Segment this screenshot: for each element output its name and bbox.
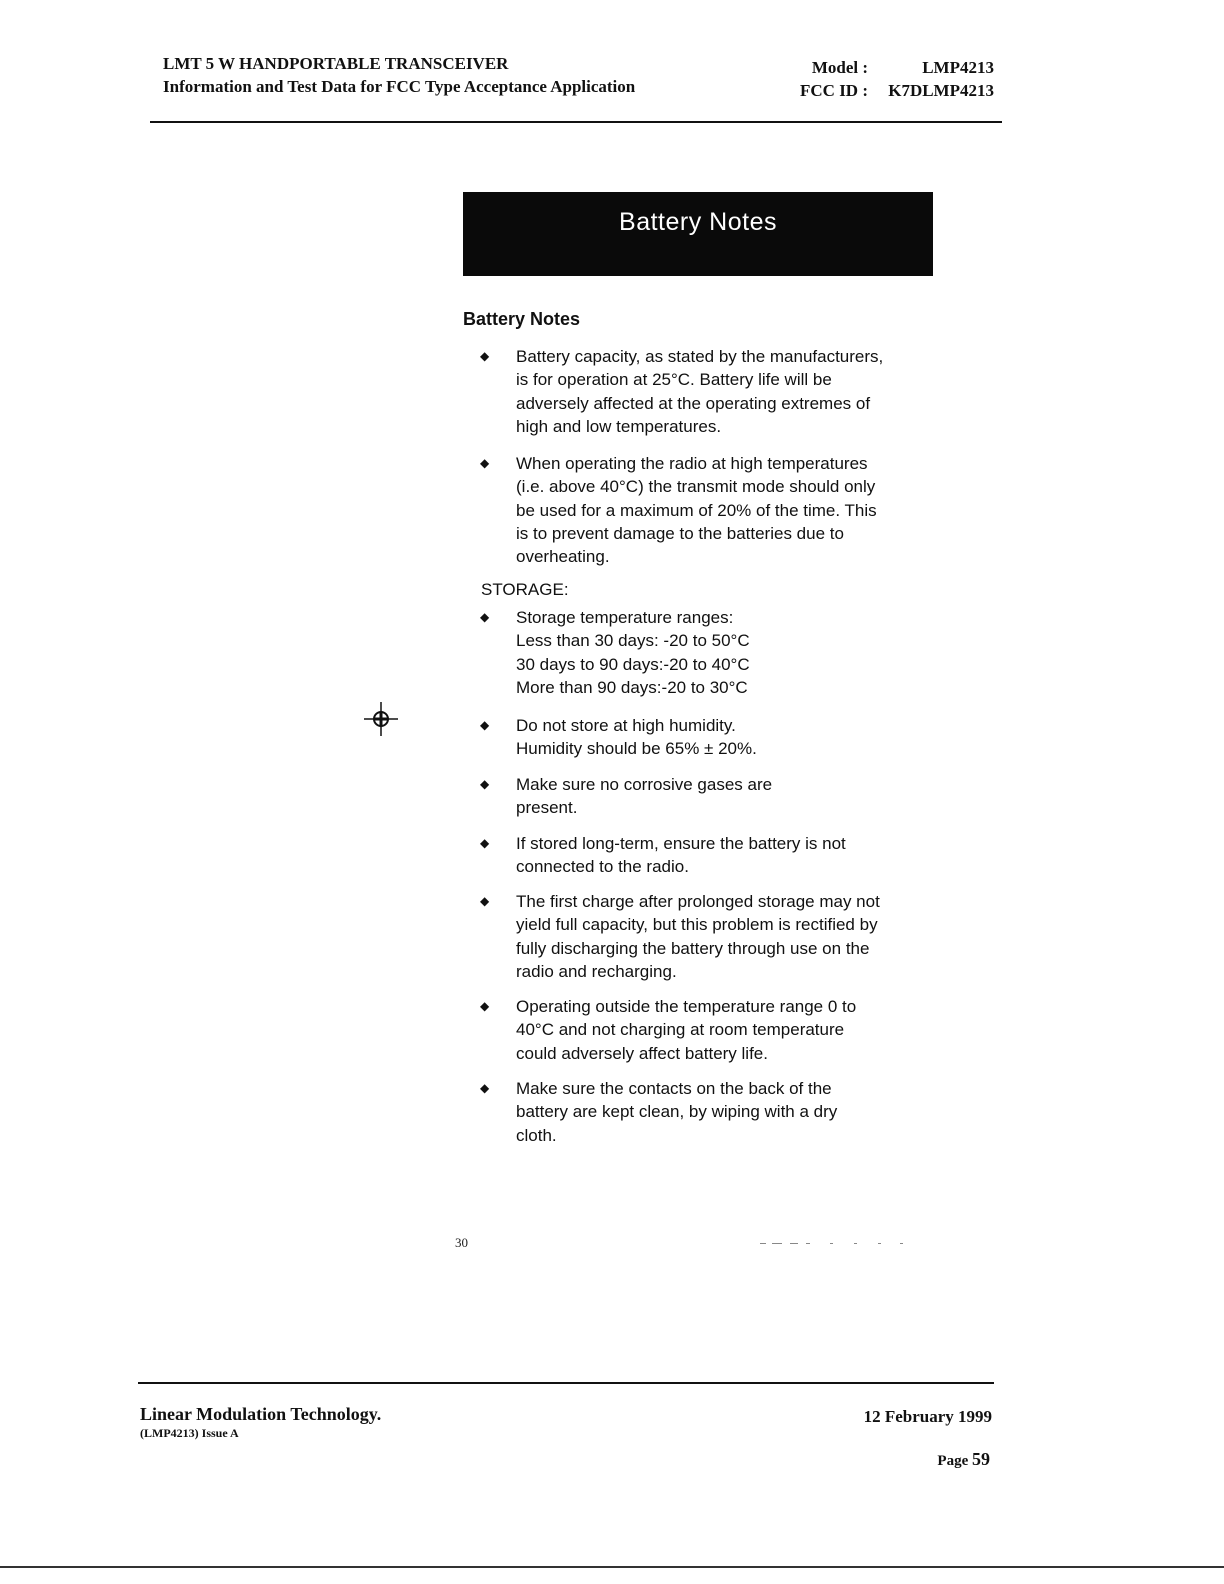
bullet-line: Battery capacity, as stated by the manufacturers, xyxy=(516,347,884,366)
bullet-line: Do not store at high humidity. xyxy=(516,716,736,735)
model-value: LMP4213 xyxy=(922,58,994,77)
bullet-line: Make sure no corrosive gases are xyxy=(516,775,773,794)
diamond-bullet-icon: ◆ xyxy=(480,777,490,791)
bullet-text xyxy=(516,1077,936,1147)
bullet-line: could adversely affect battery life. xyxy=(516,1043,768,1063)
diamond-bullet-icon: ◆ xyxy=(480,610,490,624)
model-row xyxy=(776,56,994,79)
bullet-line: high and low temperatures. xyxy=(516,416,722,436)
diamond-bullet-icon: ◆ xyxy=(480,1081,490,1095)
bullet-line: overheating. xyxy=(516,547,610,567)
bullet-line: present. xyxy=(516,798,578,818)
bullet-line: yield full capacity, but this problem is rectified by xyxy=(516,915,878,935)
document-header-right xyxy=(776,56,994,102)
scan-artifact-marks xyxy=(760,1240,920,1246)
diamond-bullet-icon: ◆ xyxy=(480,999,490,1013)
bullet-line: When operating the radio at high temperatures xyxy=(516,454,868,473)
bullet-line: fully discharging the battery through use on the xyxy=(516,938,870,958)
bullet-line: is to prevent damage to the batteries due to xyxy=(516,523,844,543)
bullet-line: battery are kept clean, by wiping with a dry xyxy=(516,1102,838,1122)
bullet-text xyxy=(516,995,936,1065)
diamond-bullet-icon: ◆ xyxy=(480,836,490,850)
diamond-bullet-icon: ◆ xyxy=(480,894,490,908)
fcc-id-value: K7DLMP4213 xyxy=(888,81,994,100)
diamond-bullet-icon: ◆ xyxy=(480,349,490,363)
fcc-id-row xyxy=(776,79,994,102)
bullet-line: Make sure the contacts on the back of the xyxy=(516,1079,832,1098)
bullet-line: 30 days to 90 days:-20 to 40°C xyxy=(516,654,750,674)
bullet-text xyxy=(516,452,936,568)
diamond-bullet-icon: ◆ xyxy=(480,456,490,470)
bullet-line: adversely affected at the operating extremes of xyxy=(516,393,871,413)
document-header-left xyxy=(163,52,635,98)
bullet-line: cloth. xyxy=(516,1125,557,1145)
bullet-text xyxy=(516,606,936,699)
footer-divider xyxy=(138,1382,994,1384)
bullet-line: If stored long-term, ensure the battery is not xyxy=(516,834,846,853)
bullet-line: Less than 30 days: -20 to 50°C xyxy=(516,631,750,651)
section-heading: Battery Notes xyxy=(463,309,581,329)
bullet-line: Humidity should be 65% ± 20%. xyxy=(516,739,757,759)
bullet-line: radio and recharging. xyxy=(516,961,677,981)
crosshair-registration-icon xyxy=(364,702,398,736)
issue-label: (LMP4213) Issue A xyxy=(140,1426,239,1440)
bullet-line: Storage temperature ranges: xyxy=(516,608,734,627)
bullet-text xyxy=(516,832,936,879)
bullet-line: Operating outside the temperature range 0 to xyxy=(516,997,857,1016)
bullet-line: More than 90 days:-20 to 30°C xyxy=(516,677,748,697)
bullet-text xyxy=(516,773,936,820)
bullet-line: (i.e. above 40°C) the transmit mode should only xyxy=(516,477,876,497)
document-date: 12 February 1999 xyxy=(863,1407,992,1426)
diamond-bullet-icon: ◆ xyxy=(480,718,490,732)
section-banner: Battery Notes xyxy=(463,192,933,276)
scan-edge-line xyxy=(0,1566,1224,1568)
bullet-text xyxy=(516,345,936,438)
model-label: Model : xyxy=(811,58,868,77)
bullet-line: The first charge after prolonged storage may not xyxy=(516,892,880,911)
document-subtitle: Information and Test Data for FCC Type Acceptance Application xyxy=(163,77,636,96)
bullet-text xyxy=(516,714,936,761)
page-number xyxy=(937,1449,990,1470)
company-name: Linear Modulation Technology. xyxy=(140,1404,382,1424)
bullet-line: is for operation at 25°C. Battery life will be xyxy=(516,370,832,390)
page-number-value: 59 xyxy=(972,1449,990,1469)
bullet-line: be used for a maximum of 20% of the time. This xyxy=(516,500,877,520)
page-label: Page xyxy=(937,1453,969,1469)
document-title: LMT 5 W HANDPORTABLE TRANSCEIVER xyxy=(163,54,509,73)
bullet-text xyxy=(516,890,936,983)
bullet-line: 40°C and not charging at room temperature xyxy=(516,1020,845,1040)
inner-page-number: 30 xyxy=(455,1235,468,1250)
fcc-id-label: FCC ID : xyxy=(800,81,868,100)
storage-label: STORAGE: xyxy=(481,580,569,599)
bullet-line: connected to the radio. xyxy=(516,857,689,877)
header-divider xyxy=(150,121,1002,123)
